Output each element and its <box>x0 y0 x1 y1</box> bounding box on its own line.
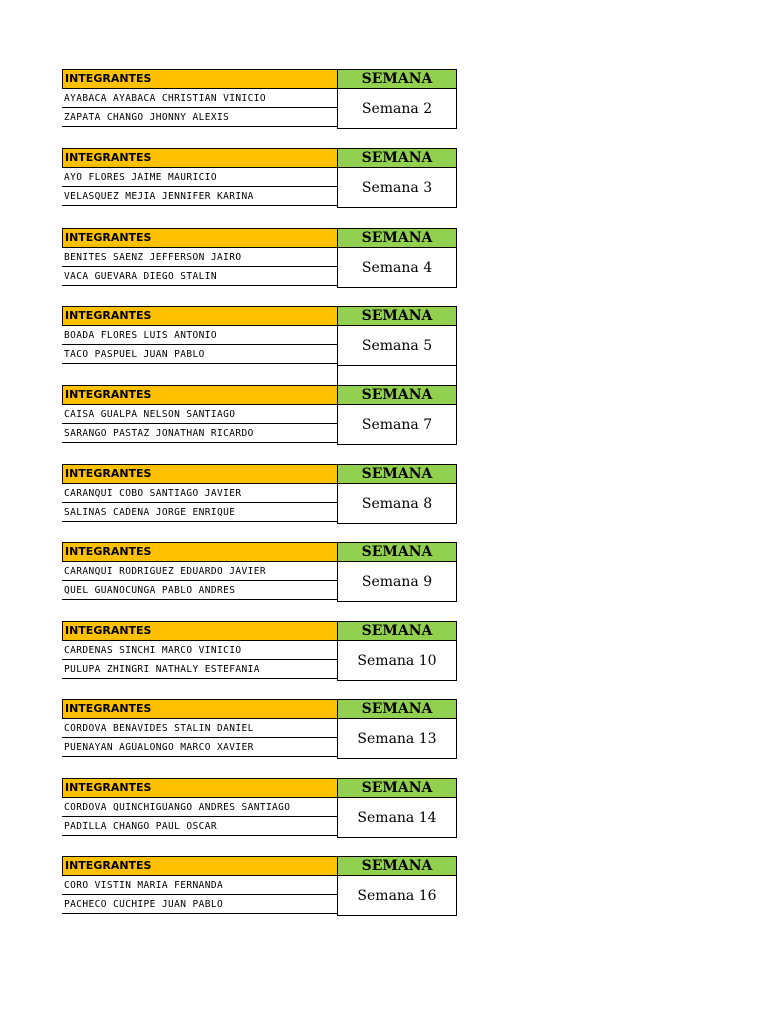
member-name: SARANGO PASTAZ JONATHAN RICARDO <box>62 424 338 443</box>
members-header: INTEGRANTES <box>62 542 338 562</box>
week-value: Semana 5 <box>337 326 457 366</box>
members-header: INTEGRANTES <box>62 385 338 405</box>
member-name: CORDOVA QUINCHIGUANGO ANDRES SANTIAGO <box>62 798 338 817</box>
members-header: INTEGRANTES <box>62 69 338 89</box>
members-header: INTEGRANTES <box>62 464 338 484</box>
members-header: INTEGRANTES <box>62 148 338 168</box>
members-header: INTEGRANTES <box>62 306 338 326</box>
member-name: QUEL GUANOCUNGA PABLO ANDRES <box>62 581 338 600</box>
member-name: BOADA FLORES LUIS ANTONIO <box>62 326 338 345</box>
member-name: PULUPA ZHINGRI NATHALY ESTEFANIA <box>62 660 338 679</box>
member-name: CARANQUI COBO SANTIAGO JAVIER <box>62 484 338 503</box>
member-name: PUENAYAN AGUALONGO MARCO XAVIER <box>62 738 338 757</box>
week-value: Semana 16 <box>337 876 457 916</box>
member-name: CARANQUI RODRIGUEZ EDUARDO JAVIER <box>62 562 338 581</box>
week-value: Semana 13 <box>337 719 457 759</box>
member-name: CARDENAS SINCHI MARCO VINICIO <box>62 641 338 660</box>
week-header: SEMANA <box>337 542 457 562</box>
member-name: CORDOVA BENAVIDES STALIN DANIEL <box>62 719 338 738</box>
week-header: SEMANA <box>337 856 457 876</box>
members-header: INTEGRANTES <box>62 856 338 876</box>
week-value: Semana 3 <box>337 168 457 208</box>
member-name: VACA GUEVARA DIEGO STALIN <box>62 267 338 286</box>
members-header: INTEGRANTES <box>62 228 338 248</box>
week-value: Semana 10 <box>337 641 457 681</box>
empty-cell <box>337 366 457 385</box>
week-value: Semana 2 <box>337 89 457 129</box>
week-header: SEMANA <box>337 778 457 798</box>
week-value: Semana 9 <box>337 562 457 602</box>
week-header: SEMANA <box>337 69 457 89</box>
week-header: SEMANA <box>337 699 457 719</box>
member-name: PADILLA CHANGO PAUL OSCAR <box>62 817 338 836</box>
member-name: AYO FLORES JAIME MAURICIO <box>62 168 338 187</box>
week-header: SEMANA <box>337 464 457 484</box>
week-value: Semana 8 <box>337 484 457 524</box>
week-header: SEMANA <box>337 385 457 405</box>
member-name: PACHECO CUCHIPE JUAN PABLO <box>62 895 338 914</box>
members-header: INTEGRANTES <box>62 699 338 719</box>
week-value: Semana 14 <box>337 798 457 838</box>
member-name: CAISA GUALPA NELSON SANTIAGO <box>62 405 338 424</box>
week-value: Semana 4 <box>337 248 457 288</box>
members-header: INTEGRANTES <box>62 778 338 798</box>
members-header: INTEGRANTES <box>62 621 338 641</box>
week-header: SEMANA <box>337 621 457 641</box>
member-name: CORO VISTIN MARIA FERNANDA <box>62 876 338 895</box>
member-name: SALINAS CADENA JORGE ENRIQUE <box>62 503 338 522</box>
week-header: SEMANA <box>337 148 457 168</box>
member-name: BENITES SAENZ JEFFERSON JAIRO <box>62 248 338 267</box>
member-name: AYABACA AYABACA CHRISTIAN VINICIO <box>62 89 338 108</box>
member-name: ZAPATA CHANGO JHONNY ALEXIS <box>62 108 338 127</box>
week-header: SEMANA <box>337 228 457 248</box>
week-header: SEMANA <box>337 306 457 326</box>
member-name: TACO PASPUEL JUAN PABLO <box>62 345 338 364</box>
member-name: VELASQUEZ MEJIA JENNIFER KARINA <box>62 187 338 206</box>
week-value: Semana 7 <box>337 405 457 445</box>
